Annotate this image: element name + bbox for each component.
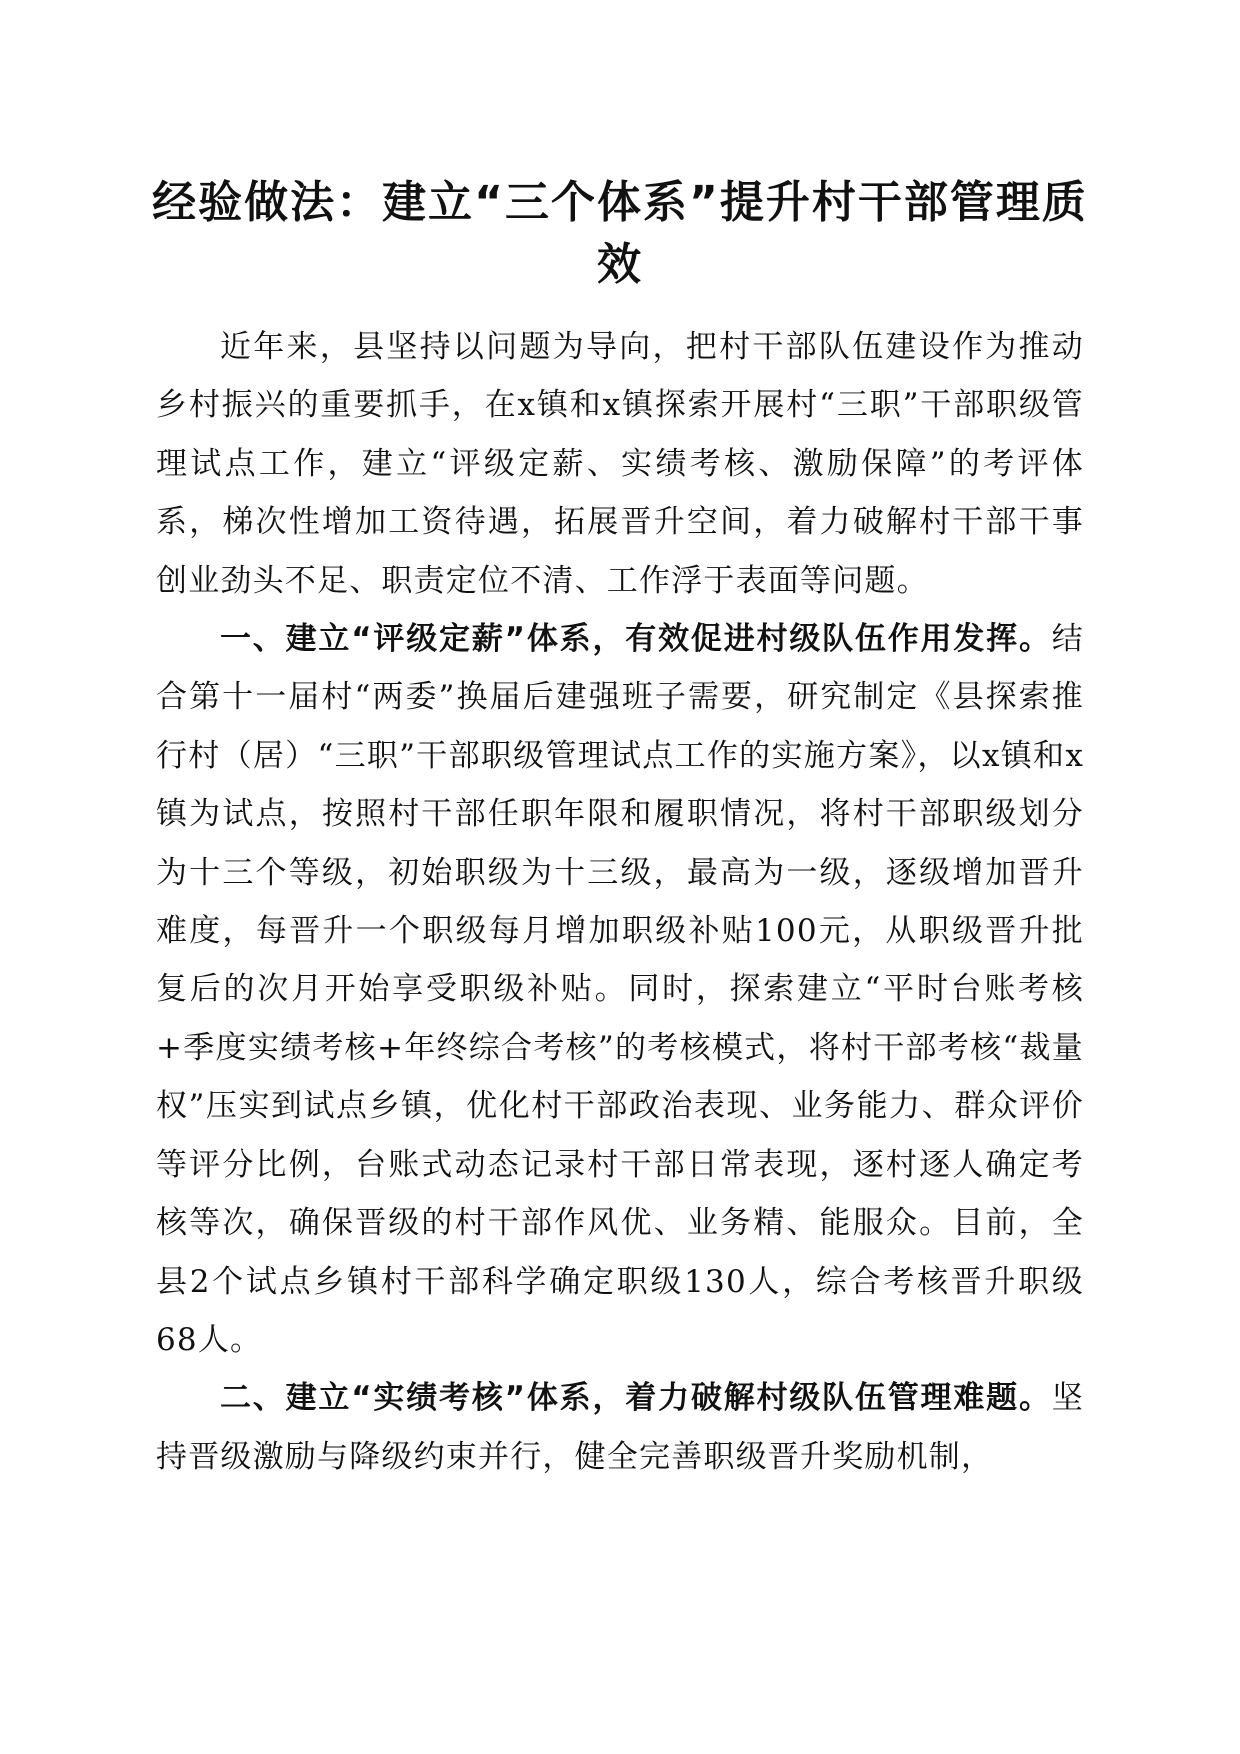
section-2-body: 坚持晋级激励与降级约束并行，健全完善职级晋升奖励机制， [156, 1380, 1084, 1475]
section-1-body: 结合第十一届村“两委”换届后建强班子需要，研究制定《县探索推行村（居）“三职”干部职级管理试点工作的实施方案》，以x镇和x镇为试点，按照村干部任职年限和履职情况，将村干部职级划分为十三个等级，初始职级为十三级，最高为一级，逐级增加晋升难度，每晋升一个职级每月增加职级补贴100元，从职级晋升批复后的次月开始享受职级补贴。同时，探索建立“平时台账考核+季度实绩考核+年终综合考核”的考核模式，将村干部考核“裁量权”压实到试点乡镇，优化村干部政治表现、业务能力、群众评价等评分比例，台账式动态记录村干部日常表现，逐村逐人确定考核等次，确保晋级的村干部作风优、业务精、能服众。目前，全县2个试点乡镇村干部科学确定职级130人，综合考核晋升职级68人。 [156, 621, 1084, 1358]
section-1-paragraph [156, 610, 1084, 1369]
section-1-heading: 一、建立“评级定薪”体系，有效促进村级队伍作用发挥。 [220, 621, 1052, 658]
intro-paragraph: 近年来，县坚持以问题为导向，把村干部队伍建设作为推动乡村振兴的重要抓手，在x镇和x镇探索开展村“三职”干部职级管理试点工作，建立“评级定薪、实绩考核、激励保障”的考评体系，梯次性增加工资待遇，拓展晋升空间，着力破解村干部干事创业劲头不足、职责定位不清、工作浮于表面等问题。 [156, 329, 1084, 599]
document-body [156, 318, 1084, 1486]
section-2-heading: 二、建立“实绩考核”体系，着力破解村级队伍管理难题。 [220, 1380, 1052, 1417]
document-title: 经验做法：建立“三个体系”提升村干部管理质效 [152, 177, 1088, 290]
section-2-paragraph [156, 1369, 1084, 1486]
